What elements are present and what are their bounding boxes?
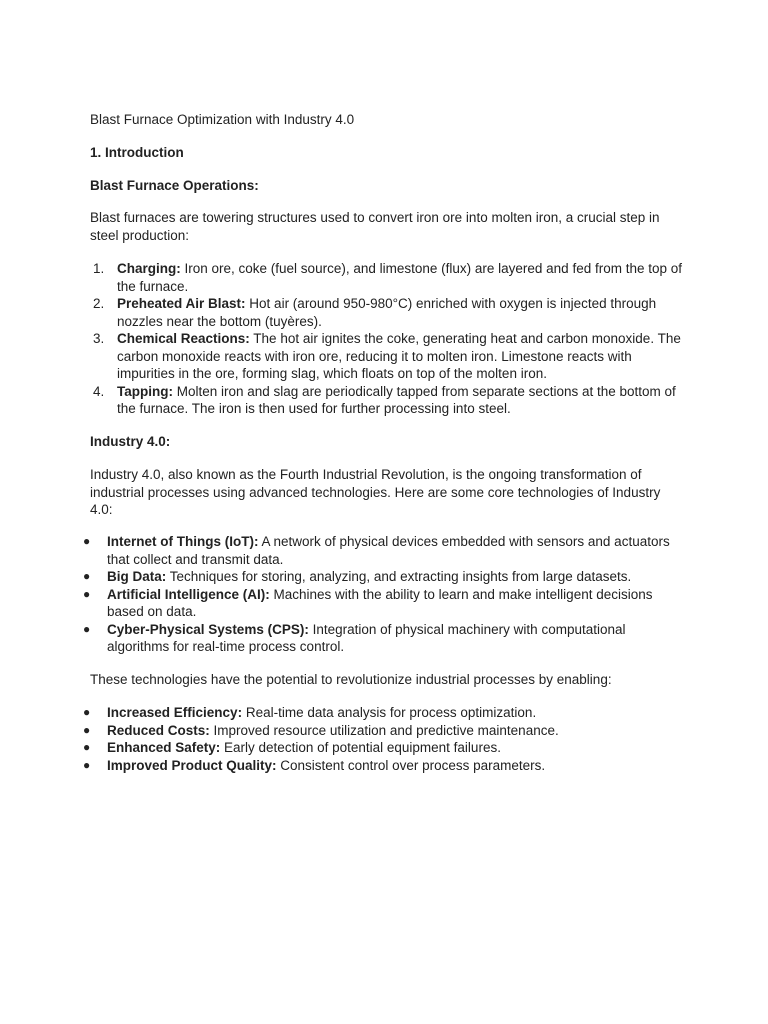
benefits-list: [80, 704, 685, 774]
list-number: 2.: [93, 296, 105, 311]
benefit-term: Increased Efficiency:: [107, 705, 243, 720]
benefit-text: Consistent control over process parameters.: [276, 757, 546, 773]
technology-text: A network of physical devices embedded with sensors and actuators that collect and transmit data.: [107, 534, 670, 567]
benefit-term: Improved Product Quality:: [107, 757, 277, 773]
technology-text: Machines with the ability to learn and make intelligent decisions based on data.: [107, 586, 653, 619]
benefit-text: Improved resource utilization and predictive maintenance.: [209, 722, 559, 738]
step-term: Preheated Air Blast:: [117, 296, 246, 311]
list-item: [80, 568, 685, 586]
technologies-list: [80, 533, 685, 656]
bullet-icon: ●: [83, 621, 91, 636]
technology-term: Big Data:: [107, 569, 167, 584]
list-item: [90, 330, 685, 383]
benefit-text: Early detection of potential equipment failures.: [220, 740, 501, 755]
section-heading-introduction: 1. Introduction: [90, 145, 184, 160]
list-item: [80, 722, 685, 740]
step-text: Iron ore, coke (fuel source), and limestone (flux) are layered and fed from the top of the furnace.: [117, 261, 683, 294]
step-text: The hot air ignites the coke, generating heat and carbon monoxide. The carbon monoxide reacts with iron ore, reducing it to molten iron. Limestone reacts with impurities in the ore, forming slag, which floats on top of the molten iron.: [117, 331, 681, 381]
step-term: Charging:: [117, 261, 181, 276]
benefit-text: Real-time data analysis for process optimization.: [242, 705, 537, 720]
operations-intro-paragraph: Blast furnaces are towering structures used to convert iron ore into molten iron, a crucial step in steel production:: [90, 210, 660, 243]
technology-term: Artificial Intelligence (AI):: [107, 586, 270, 602]
list-item: [90, 295, 685, 330]
subheading-blast-furnace-operations: Blast Furnace Operations:: [90, 178, 259, 193]
bullet-icon: ●: [83, 586, 91, 601]
benefit-term: Enhanced Safety:: [107, 740, 221, 755]
benefit-term: Reduced Costs:: [107, 722, 210, 738]
industry-intro-paragraph: Industry 4.0, also known as the Fourth Industrial Revolution, is the ongoing transformation of industrial processes using advanced technologies. Here are some core technologies of Industry 4.0:: [90, 467, 661, 517]
list-item: [80, 586, 685, 621]
list-item: [80, 704, 685, 722]
bullet-icon: ●: [83, 740, 91, 754]
list-item: [80, 533, 685, 568]
technology-text: Techniques for storing, analyzing, and extracting insights from large datasets.: [166, 569, 632, 584]
list-number: 1.: [93, 261, 105, 276]
technology-text: Integration of physical machinery with computational algorithms for real-time process control.: [107, 621, 626, 654]
technology-term: Cyber-Physical Systems (CPS):: [107, 621, 309, 637]
list-item: [80, 739, 685, 757]
step-text: Hot air (around 950-980°C) enriched with oxygen is injected through nozzles near the bottom (tuyères).: [117, 296, 657, 329]
list-number: 3.: [93, 331, 105, 346]
list-item: [80, 621, 685, 656]
list-number: 4.: [93, 383, 105, 399]
bullet-icon: ●: [83, 722, 91, 737]
bullet-icon: ●: [83, 757, 91, 772]
document-title: Blast Furnace Optimization with Industry 4.0: [90, 112, 355, 127]
list-item: [80, 757, 685, 775]
list-item: [90, 260, 685, 295]
potential-intro-paragraph: These technologies have the potential to revolutionize industrial processes by enabling:: [90, 672, 612, 687]
bullet-icon: ●: [83, 569, 91, 583]
step-text: Molten iron and slag are periodically tapped from separate sections at the bottom of the furnace. The iron is then used for further processing into steel.: [117, 383, 676, 416]
bullet-icon: ●: [83, 534, 91, 548]
step-term: Tapping:: [117, 383, 173, 399]
step-term: Chemical Reactions:: [117, 331, 250, 346]
bullet-icon: ●: [83, 705, 91, 719]
subheading-industry-4-0: Industry 4.0:: [90, 434, 171, 449]
technology-term: Internet of Things (IoT):: [107, 534, 259, 549]
list-item: [90, 383, 685, 418]
operations-steps-list: [90, 260, 685, 418]
